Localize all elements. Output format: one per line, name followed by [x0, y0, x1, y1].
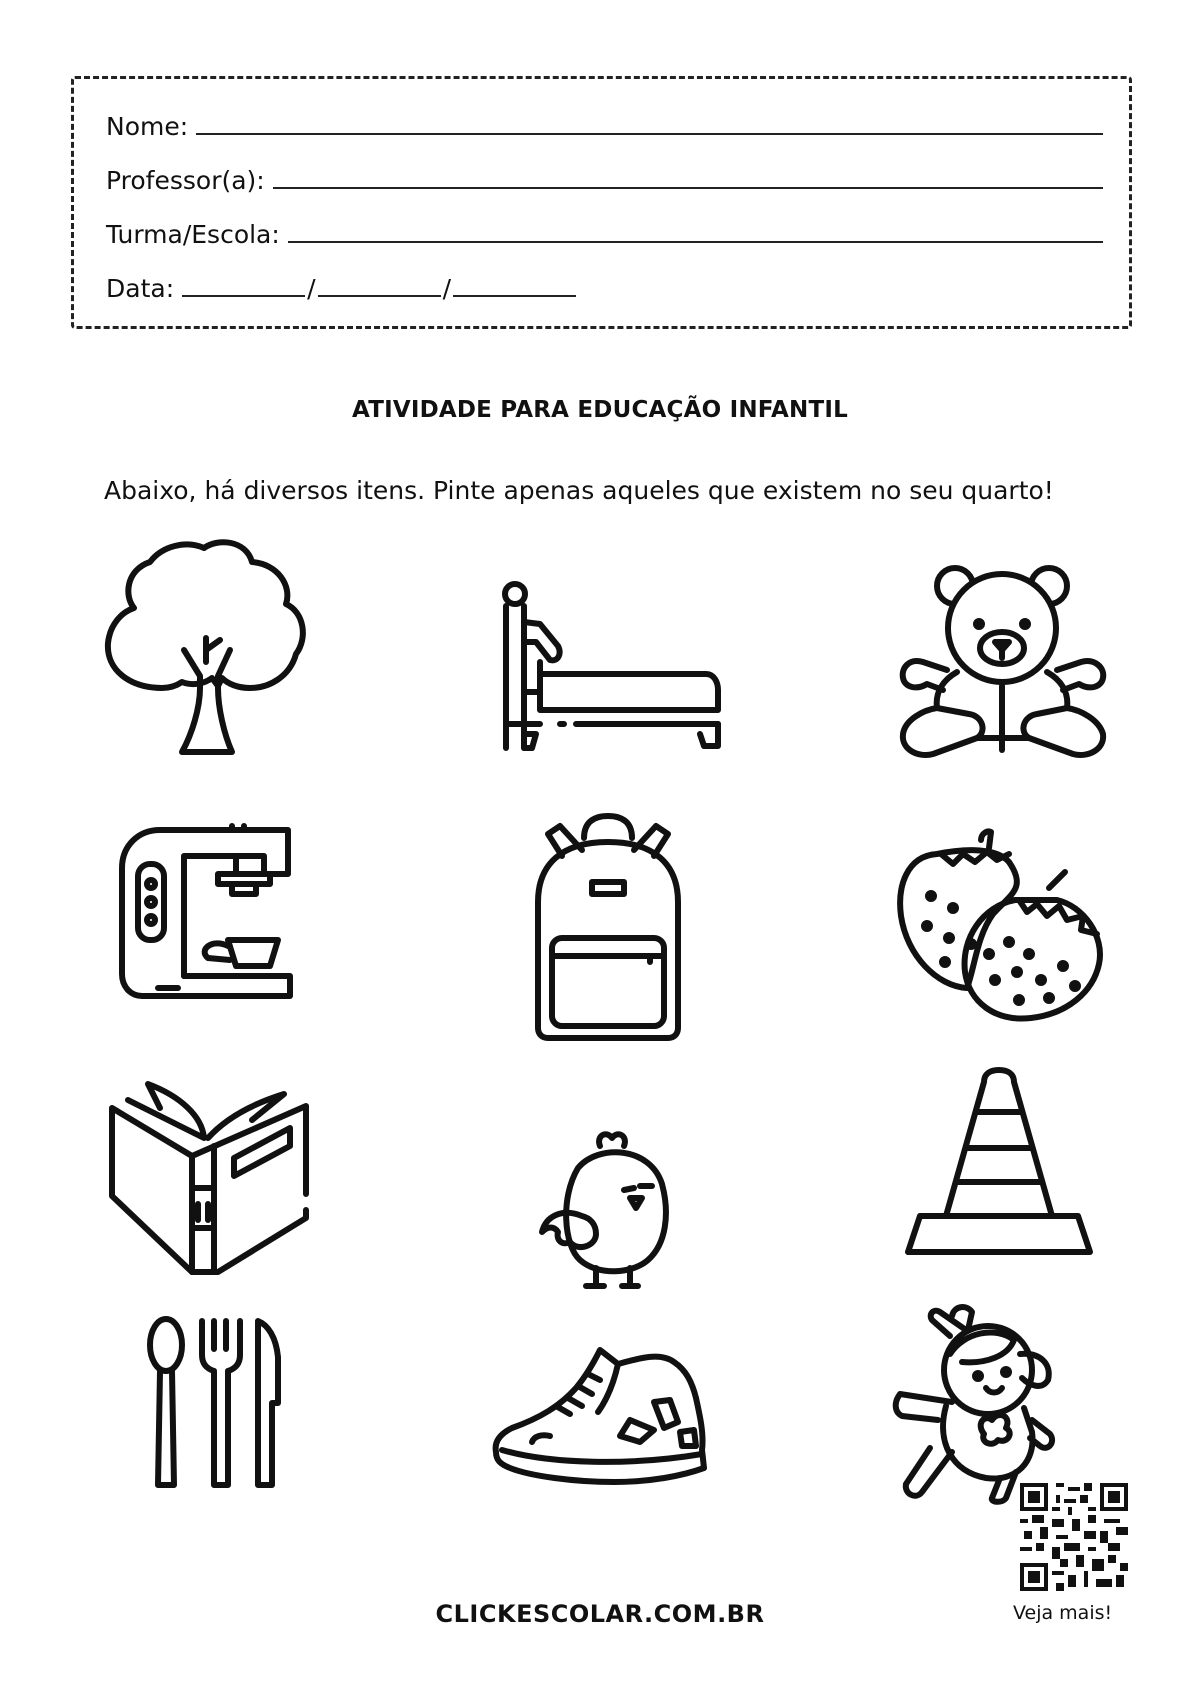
- name-label: Nome:: [106, 112, 189, 141]
- website-footer[interactable]: CLICKESCOLAR.COM.BR: [435, 1600, 765, 1628]
- cutlery-icon[interactable]: [146, 1317, 282, 1491]
- date-year-line[interactable]: [453, 295, 576, 297]
- instruction-text: Abaixo, há diversos itens. Pinte apenas aqueles que existem no seu quarto!: [104, 476, 1054, 505]
- class-label: Turma/Escola:: [106, 220, 280, 249]
- class-field[interactable]: [106, 215, 1103, 249]
- bed-icon[interactable]: [500, 582, 722, 754]
- teddy-bear-icon[interactable]: [897, 562, 1109, 762]
- teacher-label: Professor(a):: [106, 166, 265, 195]
- student-info-box: [71, 76, 1132, 329]
- sneaker-icon[interactable]: [490, 1342, 712, 1492]
- qr-caption: Veja mais!: [1013, 1602, 1113, 1624]
- teacher-field[interactable]: [106, 161, 1103, 195]
- page-title: ATIVIDADE PARA EDUCAÇÃO INFANTIL: [351, 397, 848, 423]
- date-separator: /: [307, 274, 316, 303]
- date-field[interactable]: [106, 269, 1103, 303]
- qr-code[interactable]: [1020, 1483, 1128, 1591]
- book-icon[interactable]: [108, 1078, 312, 1276]
- traffic-cone-icon[interactable]: [902, 1066, 1096, 1260]
- doll-icon[interactable]: [892, 1302, 1072, 1502]
- teacher-line[interactable]: [273, 187, 1103, 189]
- chick-icon[interactable]: [538, 1128, 672, 1290]
- date-lines[interactable]: [182, 274, 576, 303]
- date-day-line[interactable]: [182, 295, 305, 297]
- backpack-icon[interactable]: [528, 812, 688, 1042]
- name-line[interactable]: [196, 133, 1103, 135]
- strawberries-icon[interactable]: [897, 826, 1109, 1024]
- coffee-machine-icon[interactable]: [118, 826, 296, 1000]
- tree-icon[interactable]: [100, 538, 310, 760]
- name-field[interactable]: [106, 107, 1103, 141]
- date-separator: /: [442, 274, 451, 303]
- date-month-line[interactable]: [318, 295, 441, 297]
- class-line[interactable]: [288, 241, 1103, 243]
- date-label: Data:: [106, 274, 175, 303]
